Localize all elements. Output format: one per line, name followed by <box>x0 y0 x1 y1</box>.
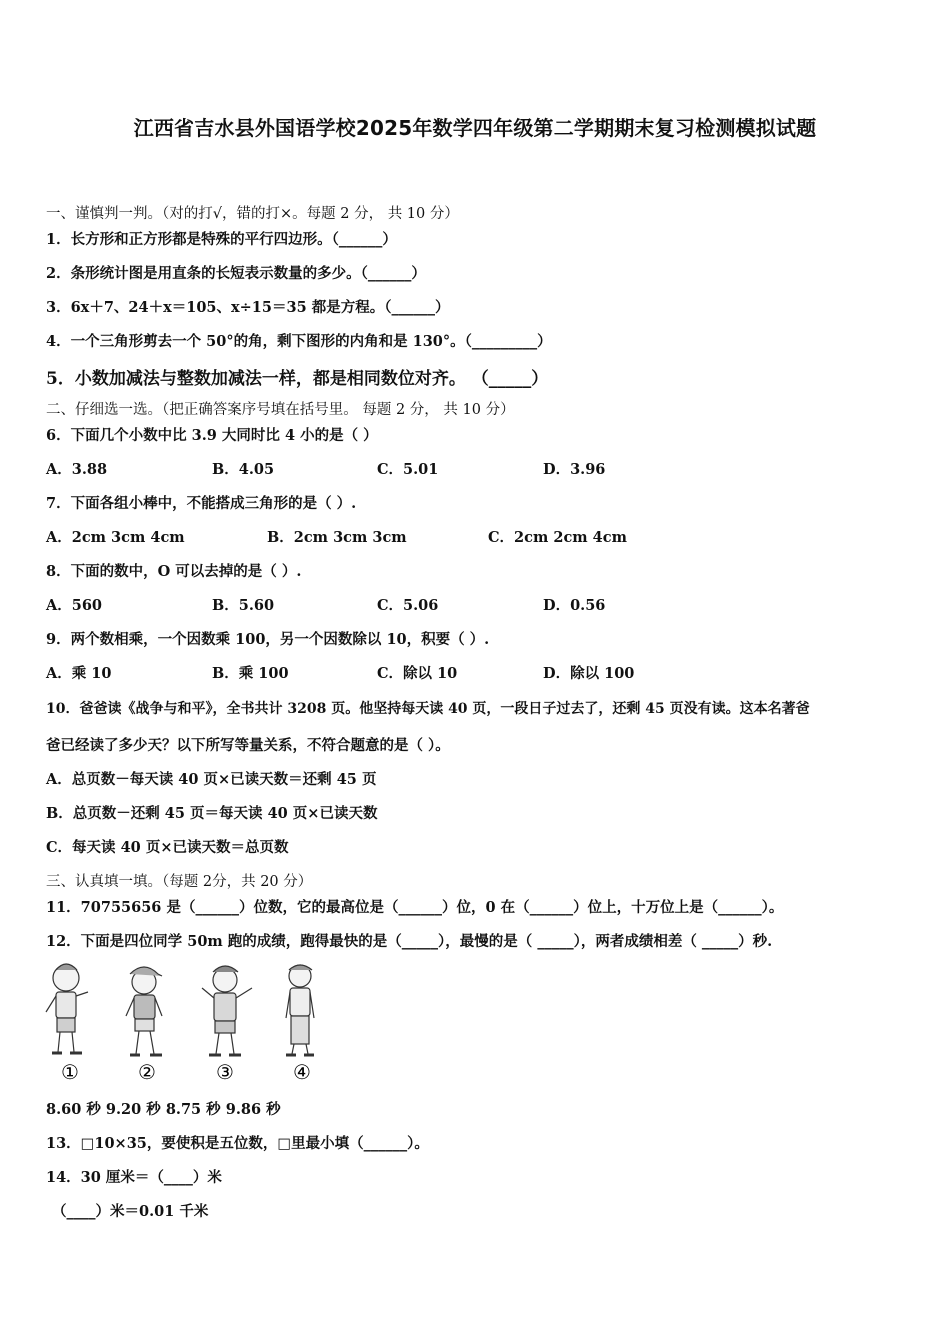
q6-option-c: C．5.01 <box>377 461 439 478</box>
runners-illustration <box>42 958 332 1088</box>
child-1-figure <box>46 964 88 1053</box>
q9-option-c: C．除以 10 <box>377 665 458 682</box>
q6-option-d: D．3.96 <box>543 461 606 478</box>
child-4-figure <box>286 965 314 1055</box>
question-1: 1．长方形和正方形都是特殊的平行四边形。（______） <box>46 231 397 248</box>
q6-option-b: B．4.05 <box>212 461 275 478</box>
q10-option-b: B．总页数－还剩 45 页＝每天读 40 页×已读天数 <box>46 805 378 822</box>
q8-option-b: B．5.60 <box>212 597 275 614</box>
q7-option-a: A．2cm 3cm 4cm <box>46 529 185 546</box>
label-2: ② <box>138 1060 156 1084</box>
question-6: 6．下面几个小数中比 3.9 大同时比 4 小的是（ ） <box>46 427 378 444</box>
q7-option-b: B．2cm 3cm 3cm <box>267 529 407 546</box>
q10-option-a: A．总页数－每天读 40 页×已读天数＝还剩 45 页 <box>46 771 377 788</box>
question-3: 3．6x＋7、24＋x＝105、x÷15＝35 都是方程。（______） <box>46 299 450 316</box>
label-4: ④ <box>293 1060 311 1084</box>
page-title: 江西省吉水县外国语学校2025年数学四年级第二学期期末复习检测模拟试题 <box>133 116 817 140</box>
q7-option-c: C．2cm 2cm 4cm <box>488 529 627 546</box>
child-3-figure <box>202 966 252 1055</box>
question-14-part-1: 14．30 厘米＝（____）米 <box>46 1169 222 1186</box>
question-5: 5．小数加减法与整数加减法一样，都是相同数位对齐。 （_____） <box>46 369 549 389</box>
q8-option-c: C．5.06 <box>377 597 439 614</box>
q8-option-d: D．0.56 <box>543 597 606 614</box>
q10-option-c: C．每天读 40 页×已读天数＝总页数 <box>46 839 289 856</box>
q12-times: 8.60 秒 9.20 秒 8.75 秒 9.86 秒 <box>46 1101 281 1118</box>
runners-figures <box>42 958 332 1088</box>
section-1-heading: 一、谨慎判一判。（对的打√，错的打×。每题 2 分， 共 10 分） <box>46 206 459 222</box>
question-7: 7．下面各组小棒中，不能搭成三角形的是（ ）. <box>46 495 357 512</box>
q6-option-a: A．3.88 <box>46 461 108 478</box>
question-10-line-2: 爸已经读了多少天？以下所写等量关系，不符合题意的是（ ）。 <box>46 737 450 754</box>
section-3-heading: 三、认真填一填。（每题 2分，共 20 分） <box>46 874 313 890</box>
question-9: 9．两个数相乘，一个因数乘 100，另一个因数除以 10，积要（ ）. <box>46 631 490 648</box>
question-10-line-1: 10．爸爸读《战争与和平》，全书共计 3208 页。他坚持每天读 40 页，一段日子过去了，还剩 45 页没有读。这本名著爸 <box>46 701 810 717</box>
label-1: ① <box>61 1060 79 1084</box>
question-2: 2．条形统计图是用直条的长短表示数量的多少。（______） <box>46 265 426 282</box>
q9-option-b: B．乘 100 <box>212 665 289 682</box>
question-11: 11．70755656 是（______）位数，它的最高位是（______）位，0 在（______）位上，十万位上是（______）。 <box>46 899 784 916</box>
q8-option-a: A．560 <box>46 597 103 614</box>
question-14-part-2: （____）米＝0.01 千米 <box>52 1203 209 1220</box>
question-13: 13．□10×35，要使积是五位数，□里最小填（______）。 <box>46 1135 429 1152</box>
question-12: 12．下面是四位同学 50m 跑的成绩，跑得最快的是（_____），最慢的是（ _____），两者成绩相差（ _____）秒. <box>46 933 773 950</box>
child-2-figure <box>126 967 162 1055</box>
question-8: 8．下面的数中，O 可以去掉的是（ ）. <box>46 563 302 580</box>
q9-option-d: D．除以 100 <box>543 665 635 682</box>
question-4: 4．一个三角形剪去一个 50°的角，剩下图形的内角和是 130°。（_________） <box>46 333 552 350</box>
q9-option-a: A．乘 10 <box>46 665 112 682</box>
section-2-heading: 二、仔细选一选。（把正确答案序号填在括号里。 每题 2 分， 共 10 分） <box>46 402 515 418</box>
label-3: ③ <box>216 1060 234 1084</box>
